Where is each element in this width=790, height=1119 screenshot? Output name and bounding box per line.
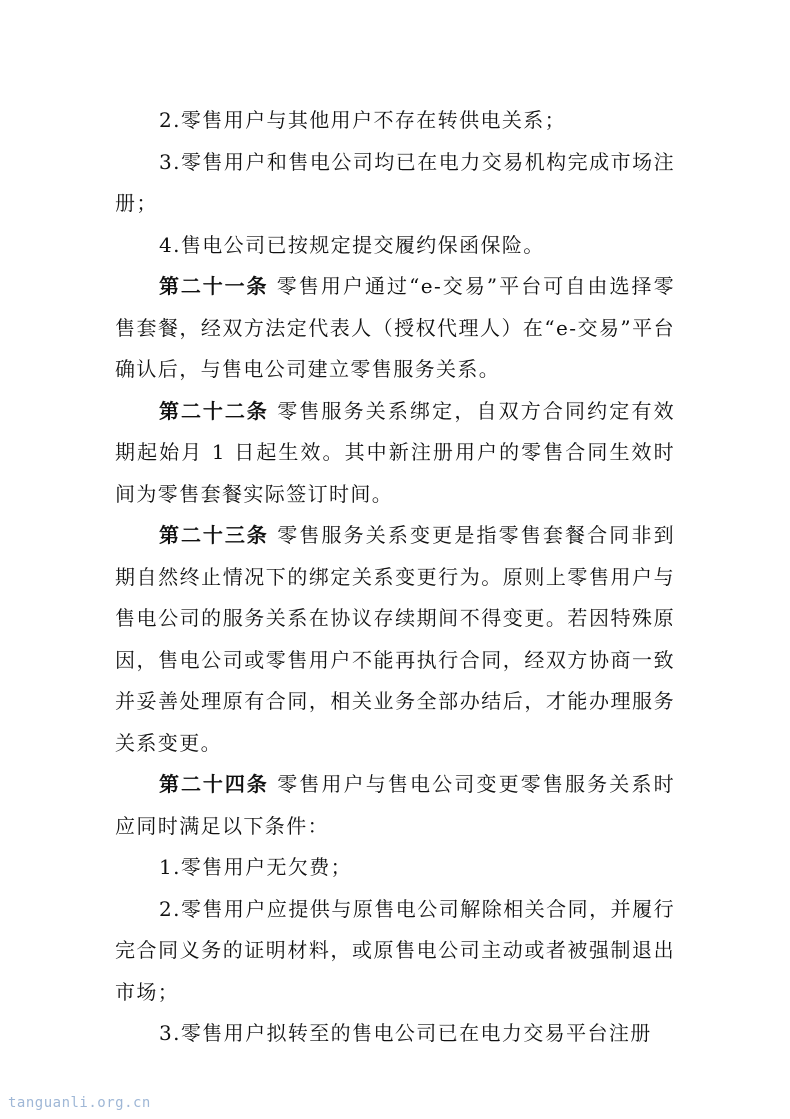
paragraph-text: 零售用户与售电公司变更零售服务关系时应同时满足以下条件： (115, 772, 675, 838)
article-21 (115, 266, 675, 391)
paragraph-text: 3.零售用户拟转至的售电公司已在电力交易平台注册 (159, 1021, 652, 1045)
paragraph-text: 4.售电公司已按规定提交履约保函保险。 (159, 232, 545, 257)
article-23 (115, 515, 675, 764)
condition-item-1 (115, 847, 675, 889)
article-label: 第二十一条 (159, 274, 269, 298)
paragraph-item-4 (115, 225, 675, 267)
paragraph-text: 零售服务关系绑定，自双方合同约定有效期起始月 1 日起生效。其中新注册用户的零售合同生效时间为零售套餐实际签订时间。 (115, 398, 675, 506)
paragraph-text: 零售用户通过“e-交易”平台可自由选择零售套餐，经双方法定代表人（授权代理人）在“e-交易”平台确认后，与售电公司建立零售服务关系。 (115, 274, 675, 381)
paragraph-text: 零售服务关系变更是指零售套餐合同非到期自然终止情况下的绑定关系变更行为。原则上零售用户与售电公司的服务关系在协议存续期间不得变更。若因特殊原因，售电公司或零售用户不能再执行合同，经双方协商一致并妥善处理原有合同，相关业务全部办结后，才能办理服务关系变更。 (115, 523, 675, 755)
article-label: 第二十四条 (159, 772, 269, 796)
paragraph-text: 1.零售用户无欠费； (159, 855, 353, 879)
article-label: 第二十二条 (159, 398, 269, 423)
article-24 (115, 764, 675, 847)
document-body (115, 100, 675, 1055)
condition-item-3 (115, 1013, 675, 1055)
condition-item-2 (115, 889, 675, 1014)
site-watermark: tanguanli.org.cn (8, 1095, 151, 1111)
article-22 (115, 391, 675, 516)
paragraph-text: 2.零售用户应提供与原售电公司解除相关合同，并履行完合同义务的证明材料，或原售电公司主动或者被强制退出市场； (115, 896, 675, 1004)
paragraph-text: 3.零售用户和售电公司均已在电力交易机构完成市场注册； (115, 149, 675, 215)
article-label: 第二十三条 (159, 523, 269, 547)
paragraph-item-2 (115, 100, 675, 142)
paragraph-text: 2.零售用户与其他用户不存在转供电关系； (159, 108, 567, 132)
paragraph-item-3 (115, 142, 675, 225)
